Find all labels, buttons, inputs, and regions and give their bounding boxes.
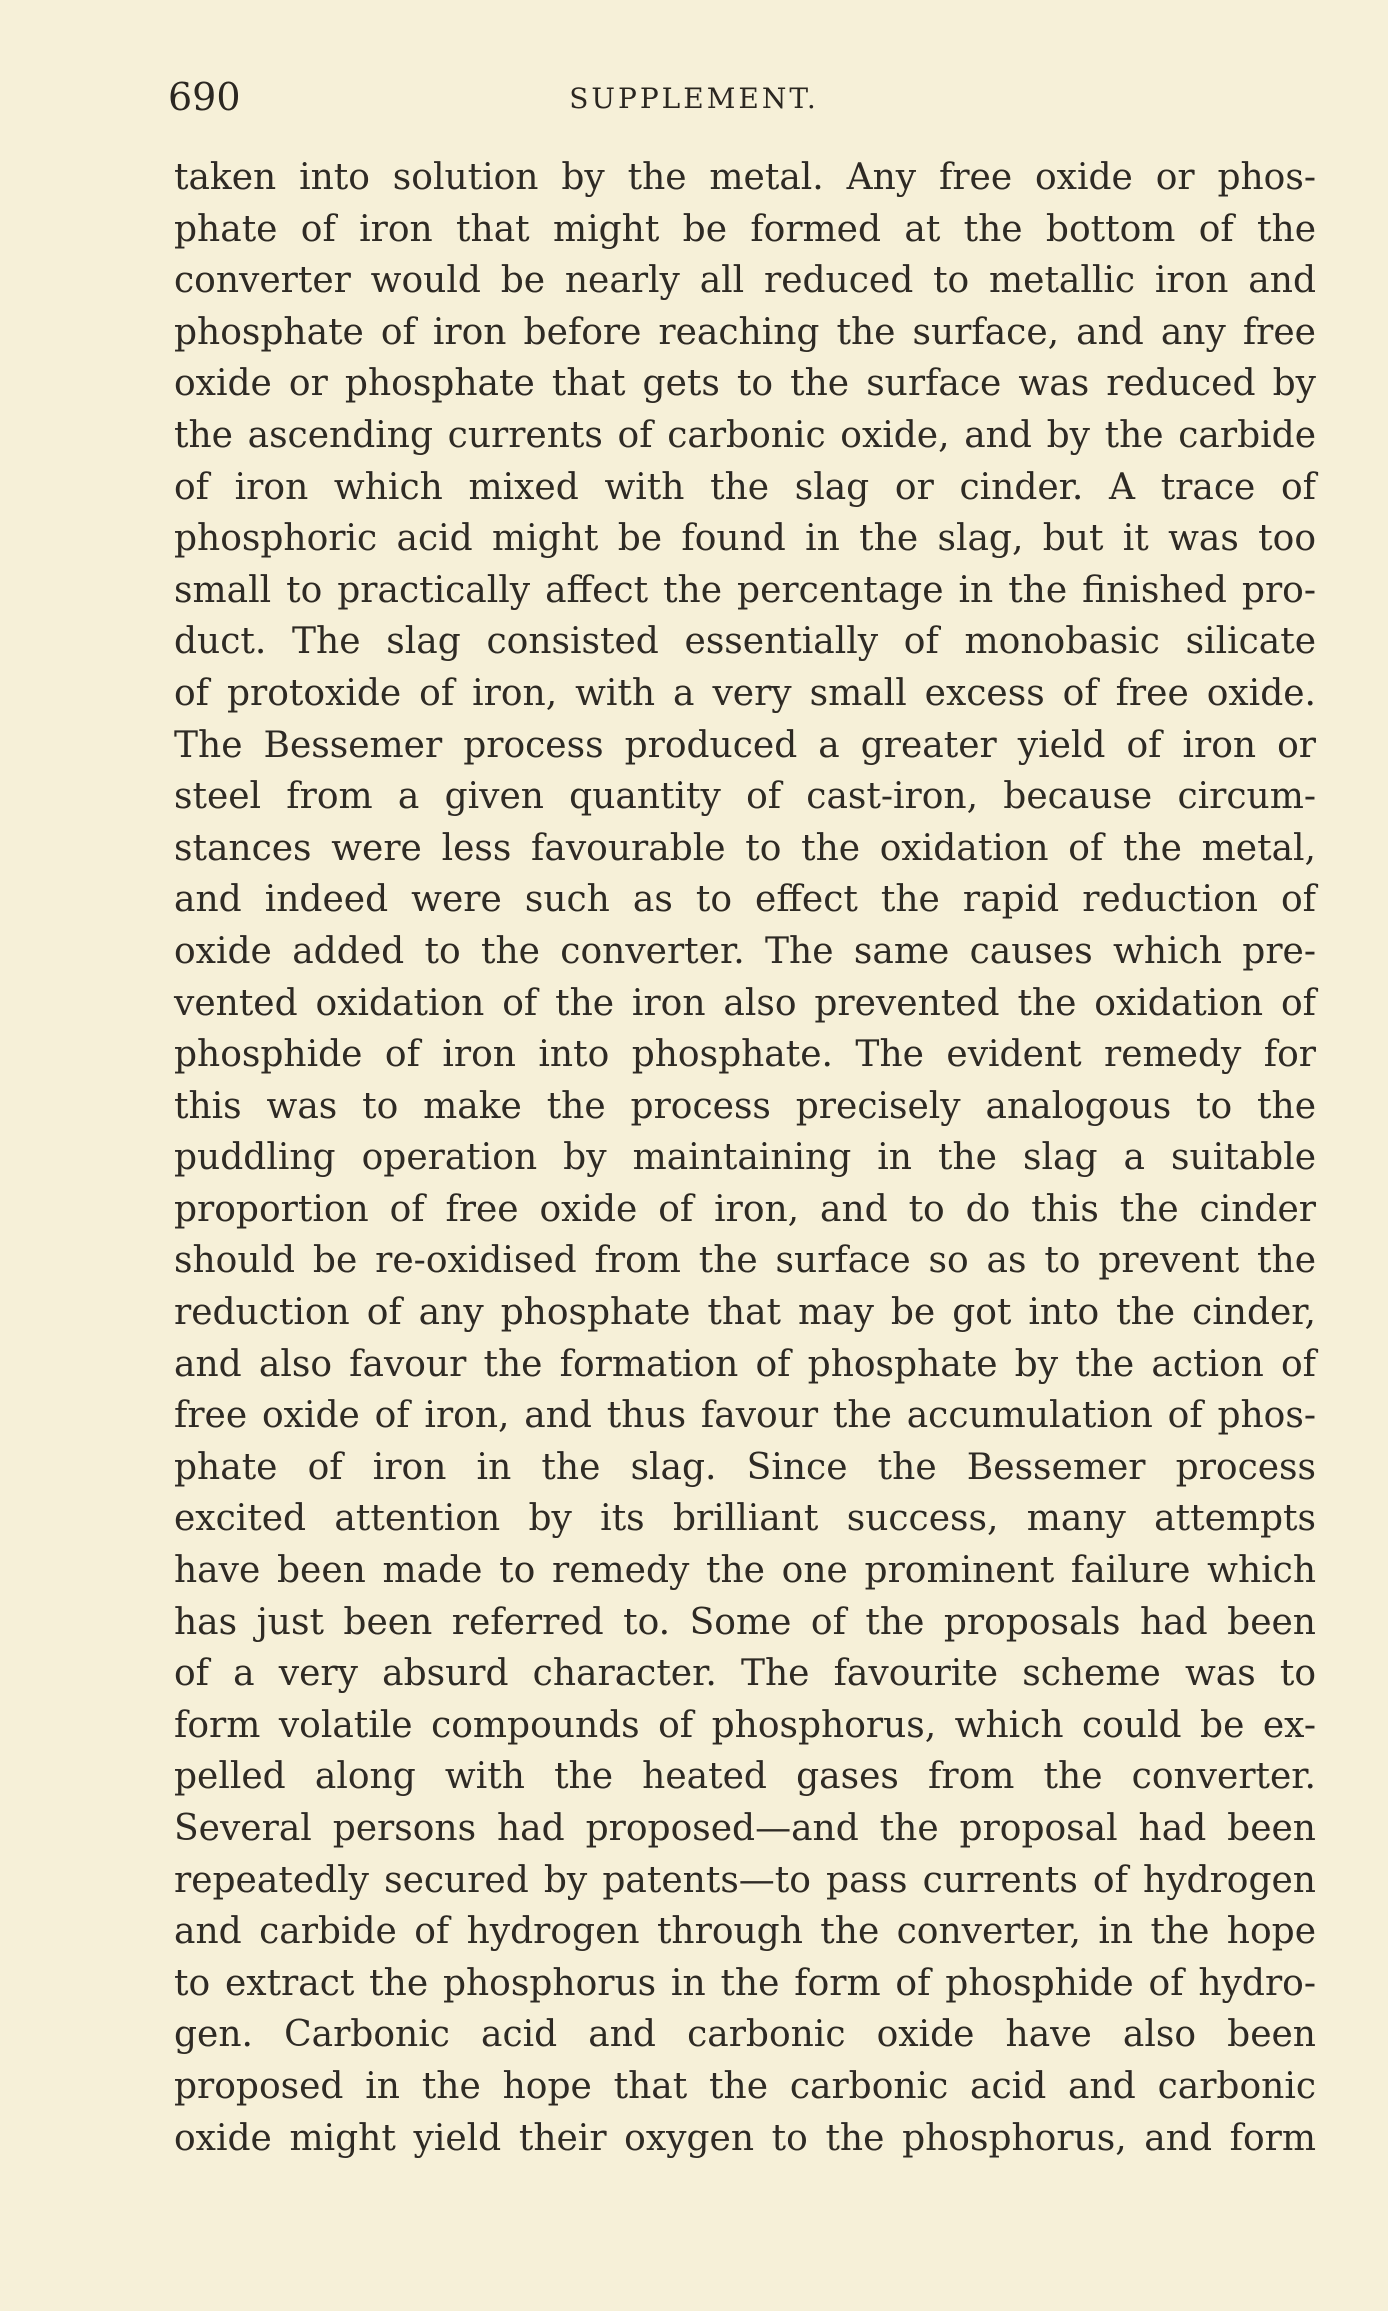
text-line: stances were less favourable to the oxidation of the metal, [174,827,1316,869]
text-line: have been made to remedy the one prominent failure which [174,1550,1316,1592]
page-number: 690 [168,75,241,119]
text-line: and carbide of hydrogen through the converter, in the hope [174,1911,1316,1953]
text-line: reduction of any phosphate that may be got into the cinder, [174,1292,1316,1334]
text-line: of protoxide of iron, with a very small excess of free oxide. [174,672,1316,714]
running-head: SUPPLEMENT. [569,82,819,115]
text-line: phosphate of iron before reaching the surface, and any free [174,311,1316,353]
text-line: proportion of free oxide of iron, and to do this the cinder [174,1188,1316,1230]
text-line: oxide might yield their oxygen to the phosphorus, and form [174,2117,1316,2159]
text-line: free oxide of iron, and thus favour the accumulation of phos- [174,1395,1316,1437]
text-line: and also favour the formation of phosphate by the action of [174,1343,1316,1385]
text-line: phosphide of iron into phosphate. The evident remedy for [174,1034,1316,1076]
text-line: this was to make the process precisely analogous to the [174,1085,1316,1127]
text-line: small to practically affect the percentage in the finished pro- [174,569,1316,611]
text-line: to extract the phosphorus in the form of phosphide of hydro- [174,1962,1316,2004]
text-line: converter would be nearly all reduced to metallic iron and [174,260,1316,302]
text-line: Several persons had proposed—and the proposal had been [174,1808,1316,1849]
text-line: phate of iron in the slag. Since the Bessemer process [174,1446,1316,1488]
text-line: taken into solution by the metal. Any free oxide or phos- [174,157,1316,198]
text-line: phosphoric acid might be found in the slag, but it was too [174,518,1316,560]
text-line: The Bessemer process produced a greater yield of iron or [174,724,1316,766]
text-line: pelled along with the heated gases from the converter. [174,1756,1316,1798]
page-header [168,72,1320,122]
text-line: excited attention by its brilliant success, many attempts [174,1498,1316,1540]
body-text [174,152,1316,2164]
text-line: steel from a given quantity of cast-iron, because circum- [174,776,1316,818]
text-line: should be re-oxidised from the surface so as to prevent the [174,1240,1316,1282]
text-line: vented oxidation of the iron also prevented the oxidation of [174,982,1316,1024]
text-line: repeatedly secured by patents—to pass currents of hydrogen [174,1859,1316,1901]
text-line: of iron which mixed with the slag or cinder. A trace of [174,466,1316,508]
text-line: the ascending currents of carbonic oxide, and by the carbide [174,414,1316,456]
text-line: duct. The slag consisted essentially of monobasic silicate [174,621,1316,663]
text-line: gen. Carbonic acid and carbonic oxide have also been [174,2014,1316,2056]
text-line: puddling operation by maintaining in the slag a suitable [174,1137,1316,1179]
text-line: oxide added to the converter. The same causes which pre- [174,930,1316,972]
text-line: phate of iron that might be formed at the bottom of the [174,208,1316,250]
text-line: form volatile compounds of phosphorus, which could be ex- [174,1704,1316,1746]
text-line: has just been referred to. Some of the proposals had been [174,1601,1316,1643]
text-line: proposed in the hope that the carbonic acid and carbonic [174,2065,1316,2107]
text-line: and indeed were such as to effect the rapid reduction of [174,879,1316,921]
text-line: of a very absurd character. The favourite scheme was to [174,1653,1316,1695]
text-line: oxide or phosphate that gets to the surface was reduced by [174,363,1316,405]
